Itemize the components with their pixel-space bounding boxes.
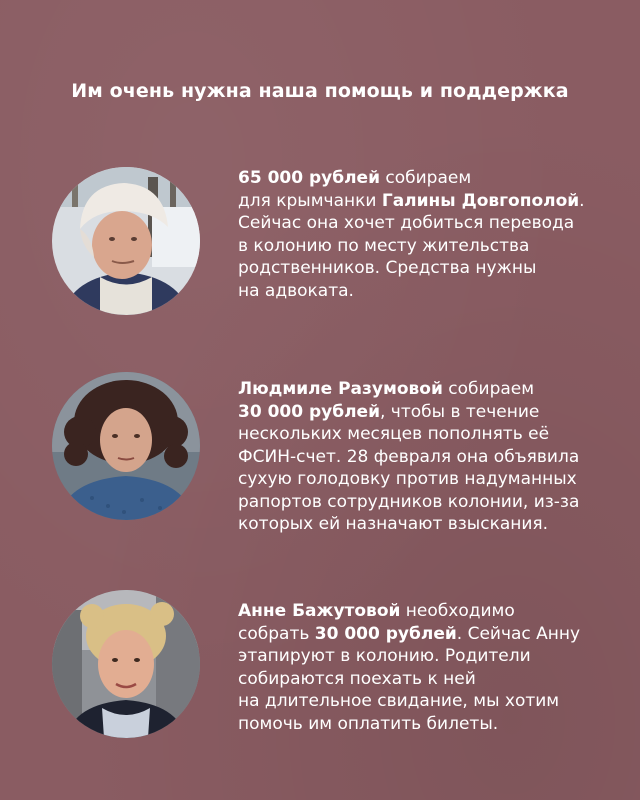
curly-haired-woman-photo xyxy=(52,372,200,520)
text-line: на адвоката. xyxy=(238,280,354,301)
text-line: Анне Бажутовой необходимо xyxy=(238,601,515,621)
fundraiser-card-3 xyxy=(52,590,612,740)
text-line: ФСИН-счет. 28 февраля она объявила xyxy=(238,446,580,467)
text-line: которых ей назначают взыскания. xyxy=(238,514,549,534)
text-line: рапортов сотрудников колонии, из-за xyxy=(238,491,580,512)
text-line: собираются поехать к ней xyxy=(238,668,476,689)
text-line: нескольких месяцев пополнять её xyxy=(238,424,550,444)
elderly-woman-photo xyxy=(52,167,200,315)
text-line: для крымчанки Галины Довгополой. xyxy=(238,190,585,211)
fundraiser-text-2 xyxy=(238,378,618,536)
text-line: Сейчас она хочет добиться перевода xyxy=(238,213,575,233)
text-line: 30 000 рублей, чтобы в течение xyxy=(238,401,540,422)
fundraiser-card-2 xyxy=(52,368,612,534)
fundraiser-text-1 xyxy=(238,167,618,302)
text-line: на длительное свидание, мы хотим xyxy=(238,691,560,711)
text-line: родственников. Средства нужны xyxy=(238,258,537,278)
text-line: собрать 30 000 рублей. Сейчас Анну xyxy=(238,623,581,644)
text-line: помочь им оплатить билеты. xyxy=(238,713,499,734)
fundraiser-text-3 xyxy=(238,600,618,735)
text-line: в колонию по месту жительства xyxy=(238,235,530,256)
text-line: Людмиле Разумовой собираем xyxy=(238,379,535,399)
text-line: 65 000 рублей собираем xyxy=(238,168,472,188)
blonde-woman-photo xyxy=(52,590,200,738)
text-line: этапируют в колонию. Родители xyxy=(238,646,531,666)
fundraiser-card-1 xyxy=(52,167,612,317)
page-title: Им очень нужна наша помощь и поддержка xyxy=(71,80,569,102)
text-line: сухую голодовку против надуманных xyxy=(238,469,577,489)
